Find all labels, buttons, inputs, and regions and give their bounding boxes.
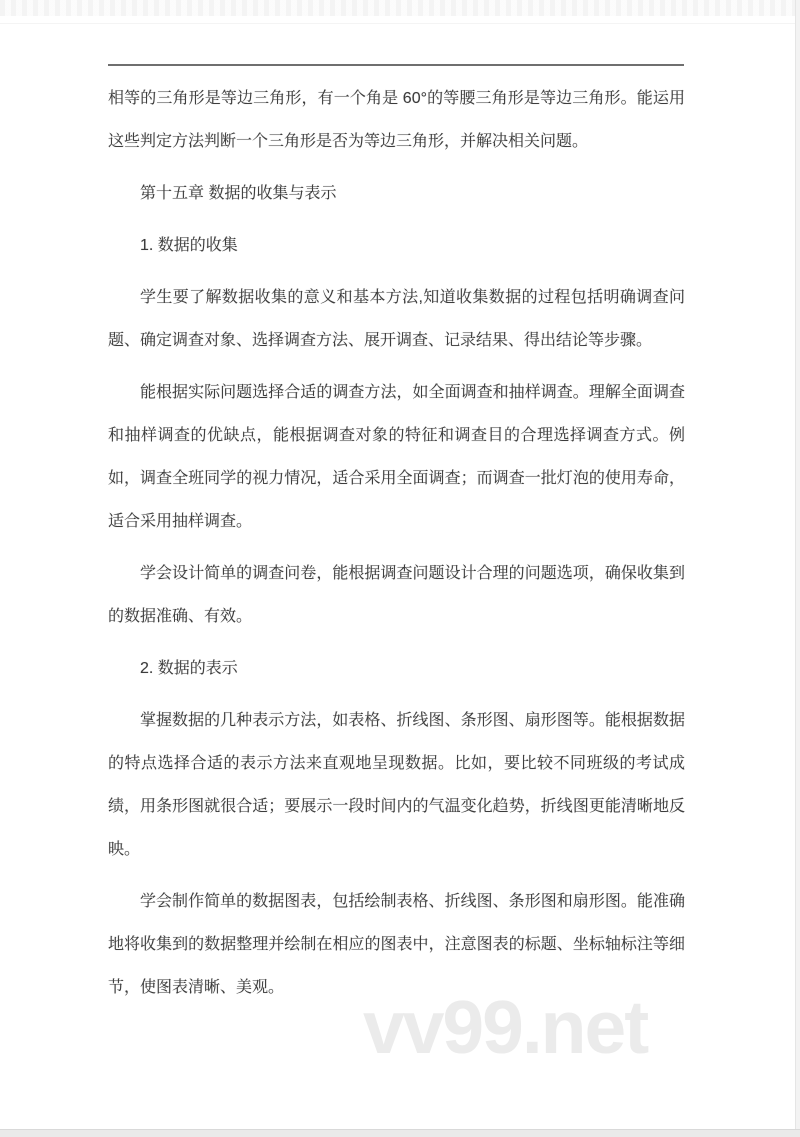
- header-rule: [108, 64, 684, 66]
- page-right-edge: [796, 0, 800, 1137]
- paragraph: 第十五章 数据的收集与表示: [140, 185, 337, 202]
- paragraph: 相等的三角形是等边三角形，有一个角是 60°的等腰三角形是等边三角形。能运用这些判定方法判断一个三角形是否为等边三角形，并解决相关问题。: [108, 90, 685, 150]
- page-top-faint-line: [0, 23, 795, 24]
- page-top-edge-artifact: [0, 0, 795, 16]
- page-right-edge-line: [795, 0, 796, 1137]
- paragraph: 学生要了解数据收集的意义和基本方法,知道收集数据的过程包括明确调查问题、确定调查对象、选择调查方法、展开调查、记录结果、得出结论等步骤。: [108, 289, 685, 349]
- document-body: [108, 77, 685, 1018]
- paragraph: 学会设计简单的调查问卷，能根据调查问题设计合理的问题选项，确保收集到的数据准确、有效。: [108, 565, 685, 625]
- paragraph: 掌握数据的几种表示方法，如表格、折线图、条形图、扇形图等。能根据数据的特点选择合适的表示方法来直观地呈现数据。比如，要比较不同班级的考试成绩，用条形图就很合适；要展示一段时间内的气温变化趋势，折线图更能清晰地反映。: [108, 712, 685, 858]
- paragraph: 2. 数据的表示: [140, 660, 238, 677]
- paragraph: 学会制作简单的数据图表，包括绘制表格、折线图、条形图和扇形图。能准确地将收集到的数据整理并绘制在相应的图表中，注意图表的标题、坐标轴标注等细节，使图表清晰、美观。: [108, 893, 685, 996]
- page-bottom-edge: [0, 1129, 800, 1137]
- paragraph: 能根据实际问题选择合适的调查方法，如全面调查和抽样调查。理解全面调查和抽样调查的优缺点，能根据调查对象的特征和调查目的合理选择调查方式。例如，调查全班同学的视力情况，适合采用全面调查；而调查一批灯泡的使用寿命，适合采用抽样调查。: [108, 384, 685, 530]
- paragraph: 1. 数据的收集: [140, 237, 238, 254]
- watermark: vv99.net: [363, 985, 648, 1069]
